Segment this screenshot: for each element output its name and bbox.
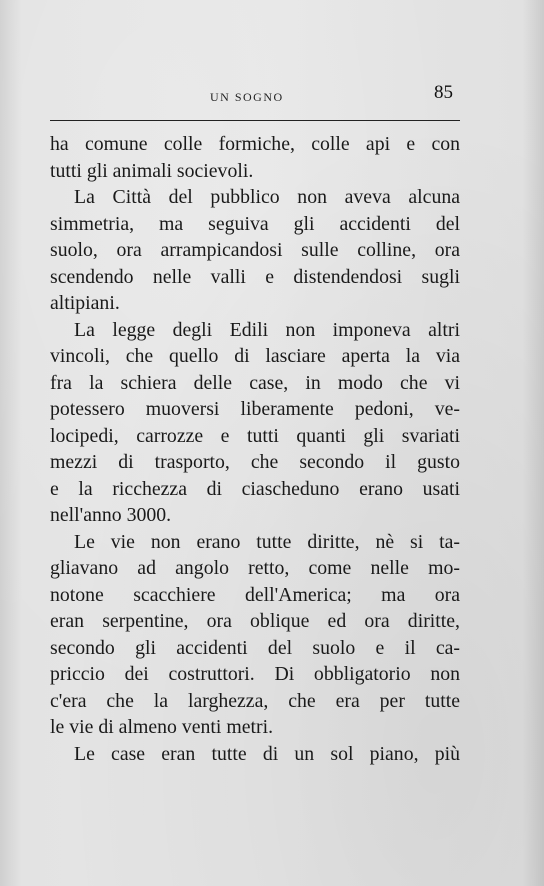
text-line: suolo, ora arrampicandosi sulle colline, ora xyxy=(50,239,460,261)
text-line: simmetria, ma seguiva gli accidenti del xyxy=(50,212,460,235)
header-rule xyxy=(50,120,460,121)
text-line: Le vie non erano tutte diritte, nè si ta- xyxy=(74,530,460,553)
text-line: ha comune colle formiche, colle api e con xyxy=(50,133,460,155)
text-line: fra la schiera delle case, in modo che vi xyxy=(50,371,460,394)
text-line: nell'anno 3000. xyxy=(50,504,172,526)
text-line: notone scacchiere dell'America; ma ora xyxy=(50,583,460,606)
text-line: vincoli, che quello di lasciare aperta la via xyxy=(50,345,460,367)
text-line: altipiani. xyxy=(50,292,120,314)
text-line: tutti gli animali socievoli. xyxy=(50,159,254,182)
text-line: scendendo nelle valli e distendendosi sugli xyxy=(50,265,460,288)
text-line: mezzi di trasporto, che secondo il gusto xyxy=(50,451,460,473)
text-line: locipedi, carrozze e tutti quanti gli svariati xyxy=(50,424,460,447)
text-line: La Città del pubblico non aveva alcuna xyxy=(74,186,460,208)
text-line: eran serpentine, ora oblique ed ora diritte, xyxy=(50,610,460,632)
page-header xyxy=(50,80,460,110)
text-line: potessero muoversi liberamente pedoni, ve- xyxy=(50,398,460,420)
text-line: e la ricchezza di ciascheduno erano usati xyxy=(50,477,460,500)
text-line: le vie di almeno venti metri. xyxy=(50,716,274,738)
running-title: UN SOGNO xyxy=(210,90,284,104)
text-line: secondo gli accidenti del suolo e il ca- xyxy=(50,636,460,659)
text-line: La legge degli Edili non imponeva altri xyxy=(74,318,460,341)
text-line: priccio dei costruttori. Di obbligatorio non xyxy=(50,663,460,685)
text-line: gliavano ad angolo retto, come nelle mo- xyxy=(50,557,460,579)
text-line: c'era che la larghezza, che era per tutte xyxy=(50,689,460,712)
body-text xyxy=(50,131,460,767)
text-line: Le case eran tutte di un sol piano, più xyxy=(74,742,460,765)
page-number: 85 xyxy=(434,82,453,103)
